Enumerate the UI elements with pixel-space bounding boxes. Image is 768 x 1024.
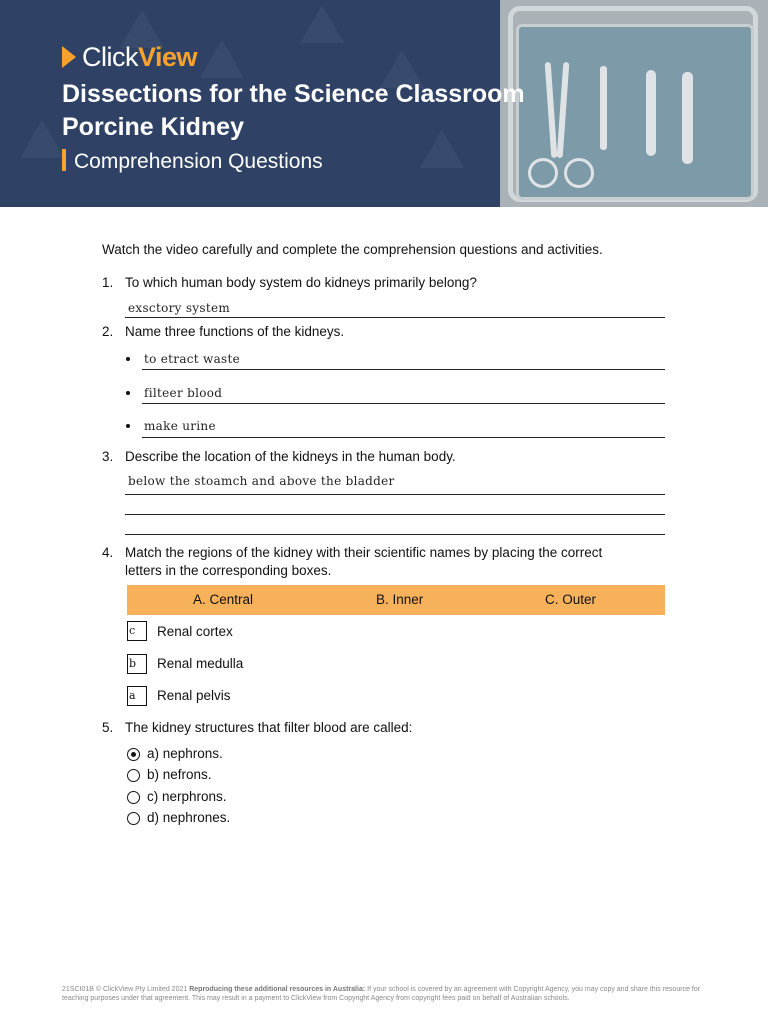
- q3-question: Describe the location of the kidneys in the human body.: [125, 449, 456, 464]
- q5-question: The kidney structures that filter blood are called:: [125, 720, 413, 735]
- q2-answer-3[interactable]: make urine: [144, 419, 216, 433]
- radio-option-c[interactable]: [127, 791, 140, 804]
- q2-question: Name three functions of the kidneys.: [125, 324, 345, 339]
- intro-text: Watch the video carefully and complete the comprehension questions and activities.: [102, 242, 603, 257]
- answer-line: [125, 534, 665, 535]
- option-b-label: b) nefrons.: [147, 767, 212, 782]
- q3-answer[interactable]: below the stoamch and above the bladder: [128, 474, 395, 488]
- radio-option-b[interactable]: [127, 769, 140, 782]
- q4-question-line2: letters in the corresponding boxes.: [125, 563, 332, 578]
- option-a-label: a) nephrons.: [147, 746, 223, 761]
- label-renal-pelvis: Renal pelvis: [157, 688, 231, 703]
- q5-number: 5.: [102, 720, 114, 735]
- bullet: [126, 357, 130, 361]
- option-inner: B. Inner: [376, 592, 424, 607]
- page-title: Dissections for the Science Classroom: [62, 80, 525, 108]
- answer-line: [142, 437, 665, 438]
- answer-line: [142, 403, 665, 404]
- page-subtitle: Comprehension Questions: [62, 149, 323, 174]
- label-renal-medulla: Renal medulla: [157, 656, 244, 671]
- bullet: [126, 424, 130, 428]
- answer-line: [142, 369, 665, 370]
- q3-number: 3.: [102, 449, 114, 464]
- option-outer: C. Outer: [545, 592, 597, 607]
- answer-line: [125, 317, 665, 318]
- q4-number: 4.: [102, 545, 114, 560]
- radio-option-a[interactable]: [127, 748, 140, 761]
- answer-line: [125, 514, 665, 515]
- q1-question: To which human body system do kidneys primarily belong?: [125, 275, 477, 290]
- q1-number: 1.: [102, 275, 114, 290]
- header-banner: [0, 0, 768, 207]
- answer-line: [125, 494, 665, 495]
- answer-box-medulla[interactable]: b: [127, 654, 147, 674]
- q4-question: Match the regions of the kidney with their scientific names by placing the correct: [125, 545, 603, 560]
- play-icon: [62, 46, 76, 68]
- match-options-header: [127, 585, 665, 615]
- page-title-line2: Porcine Kidney: [62, 113, 244, 141]
- footer-copyright: 21SCI01B © ClickView Pty Limited 2021 Reproducing these additional resources in Australia: If your school is covered by an agreement with Copyright Agency, you may copy and share this resource for teaching purposes under that agreement. This may result in a payment to ClickView from Copyright Agency from copyright fees paid on behalf of Australian schools.: [62, 986, 701, 1002]
- answer-box-cortex[interactable]: c: [127, 621, 147, 641]
- q2-number: 2.: [102, 324, 114, 339]
- option-d-label: d) nephrones.: [147, 810, 231, 825]
- clickview-logo: Click View: [62, 42, 197, 72]
- q2-answer-1[interactable]: to etract waste: [144, 352, 241, 366]
- label-renal-cortex: Renal cortex: [157, 624, 233, 639]
- answer-box-pelvis[interactable]: a: [127, 686, 147, 706]
- q1-answer[interactable]: exsctory system: [128, 301, 231, 315]
- option-c-label: c) nerphrons.: [147, 789, 227, 804]
- dissection-tray-image: [500, 0, 768, 207]
- option-central: A. Central: [193, 592, 254, 607]
- q2-answer-2[interactable]: filteer blood: [144, 386, 223, 400]
- radio-option-d[interactable]: [127, 812, 140, 825]
- bullet: [126, 391, 130, 395]
